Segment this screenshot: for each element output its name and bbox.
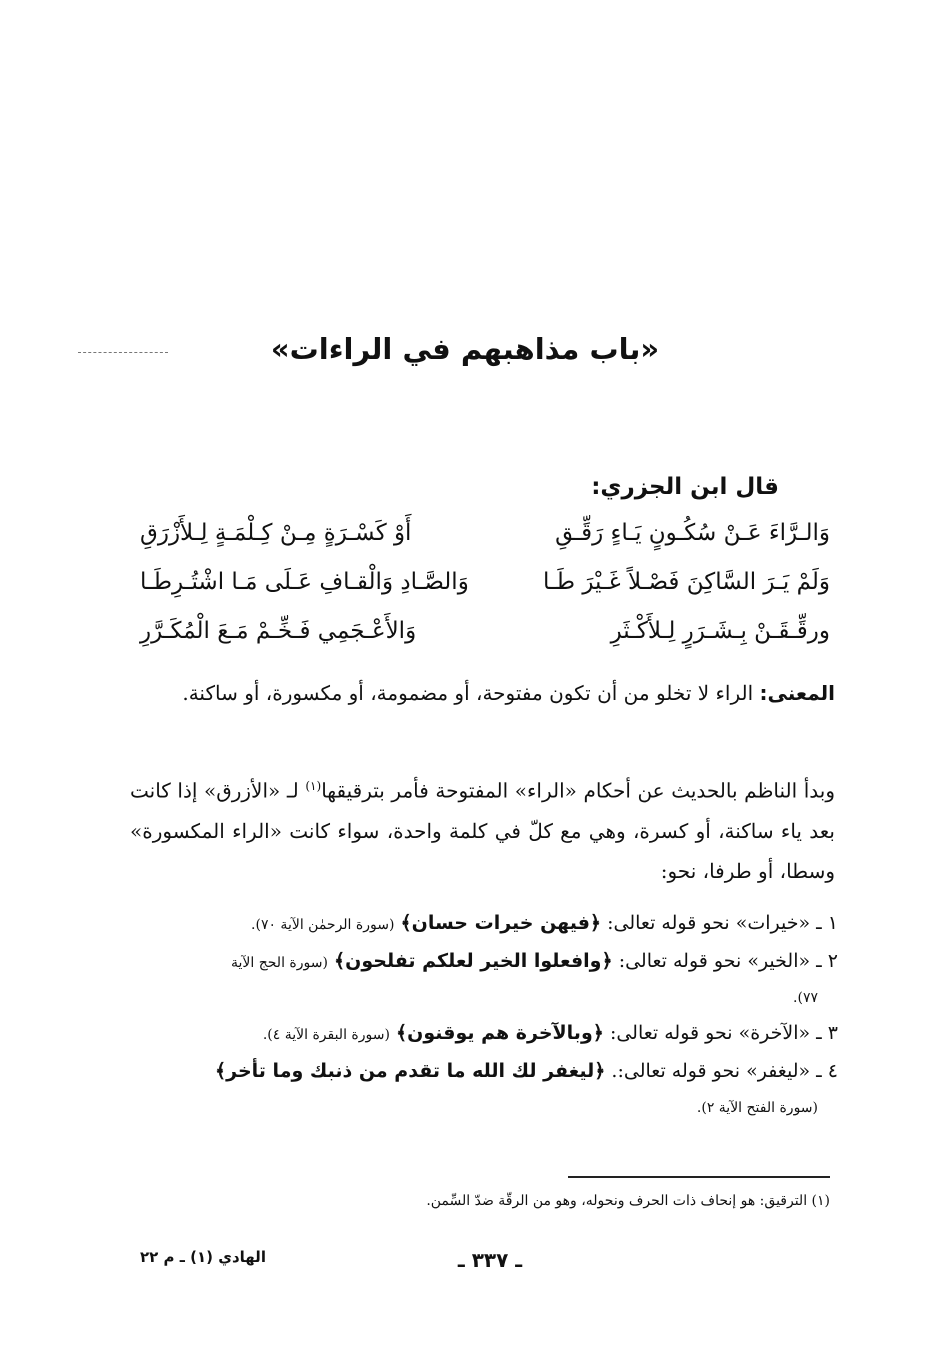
example-reference: (سورة الحج الآية [231, 955, 328, 971]
example-intro: «ليغفر» نحو قوله تعالى:. [611, 1060, 811, 1082]
intro-text-part2: لـ «الأزرق» إذا كانت بعد ياء ساكنة، أو كسرة، وهي مع كلّ في كلمة واحدة، سواء كانت «الراء المكسورة» وسطا، أو طرفا، نحو: [130, 778, 835, 883]
example-ayah: ﴿وبالآخرة هم يوقنون﴾ [395, 1022, 604, 1044]
page-number: ـ ٣٣٧ ـ [457, 1248, 523, 1272]
footnote-separator [568, 1176, 830, 1178]
example-number: ١ ـ [816, 912, 838, 934]
example-item [130, 943, 838, 981]
example-intro: «الآخرة» نحو قوله تعالى: [609, 1022, 811, 1044]
example-intro: «الخير» نحو قوله تعالى: [618, 950, 811, 972]
example-ayah: ﴿ليغفر لك الله ما تقدم من ذنبك وما تأخر﴾ [215, 1060, 606, 1082]
verse-line [140, 520, 830, 569]
chapter-title: «باب مذاهبهم في الراءات» [270, 332, 660, 366]
verse-line [140, 569, 830, 618]
examples-list [130, 905, 838, 1125]
poet-intro: قال ابن الجزري: [591, 474, 779, 500]
verse-second-hemistich: أَوْ كَسْـرَةٍ مِـنْ كِـلْمَـةٍ لِـلأَزْرَقِ [140, 520, 412, 546]
example-intro: «خيرات» نحو قوله تعالى: [607, 912, 811, 934]
verse-first-hemistich: وَالـرَّاءَ عَـنْ سُكُـونٍ يَـاءٍ رَقِّـقِ [555, 520, 830, 546]
verse-first-hemistich: ورقِّـقَـنْ بِـشَـرَرٍ لِـلأَكْـثَرِ [610, 618, 830, 644]
scan-artifact-line [78, 352, 168, 353]
example-item [130, 1053, 838, 1091]
verse-second-hemistich: وَالصَّـادِ وَالْقـافِ عَـلَى مَـا اشْتُـرِطَـا [140, 569, 469, 595]
verse-line [140, 618, 830, 667]
intro-text-part1: وبدأ الناظم بالحديث عن أحكام «الراء» المفتوحة فأمر بترقيقها [321, 778, 835, 803]
example-item [130, 905, 838, 943]
example-number: ٢ ـ [816, 950, 838, 972]
footnote: (١) الترقيق: هو إنحاف ذات الحرف ونحوله، وهو من الرقّة ضدّ السِّمن. [426, 1193, 830, 1209]
verse-first-hemistich: وَلَمْ يَـرَ السَّاكِنَ فَصْـلاً غَـيْرَ طَـا [542, 569, 830, 595]
example-number: ٤ ـ [816, 1060, 838, 1082]
meaning-label: المعنى: [759, 681, 835, 705]
meaning-text: الراء لا تخلو من أن تكون مفتوحة، أو مضمومة، أو مكسورة، أو ساكنة. [182, 681, 760, 705]
example-ayah: ﴿فيهن خيرات حسان﴾ [400, 912, 602, 934]
poem-verses [140, 520, 830, 667]
example-reference: (سورة البقرة الآية ٤). [262, 1027, 390, 1043]
example-continuation: ٧٧). [793, 990, 818, 1006]
example-continuation: (سورة الفتح الآية ٢). [696, 1100, 818, 1116]
meaning-paragraph [130, 673, 835, 713]
example-number: ٣ ـ [816, 1022, 838, 1044]
example-item [130, 1015, 838, 1053]
verse-second-hemistich: وَالأَعْـجَمِي فَـخِّـمْ مَـعَ الْمُكَـرَّرِ [140, 618, 417, 644]
footnote-marker: (١) [305, 779, 322, 793]
intro-paragraph [130, 766, 835, 891]
signature-mark: الهادي (١) ـ م ٢٢ [140, 1248, 266, 1266]
example-ayah: ﴿وافعلوا الخير لعلكم تفلحون﴾ [333, 950, 613, 972]
example-reference: (سورة الرحمٰن الآية ٧٠). [251, 917, 395, 933]
